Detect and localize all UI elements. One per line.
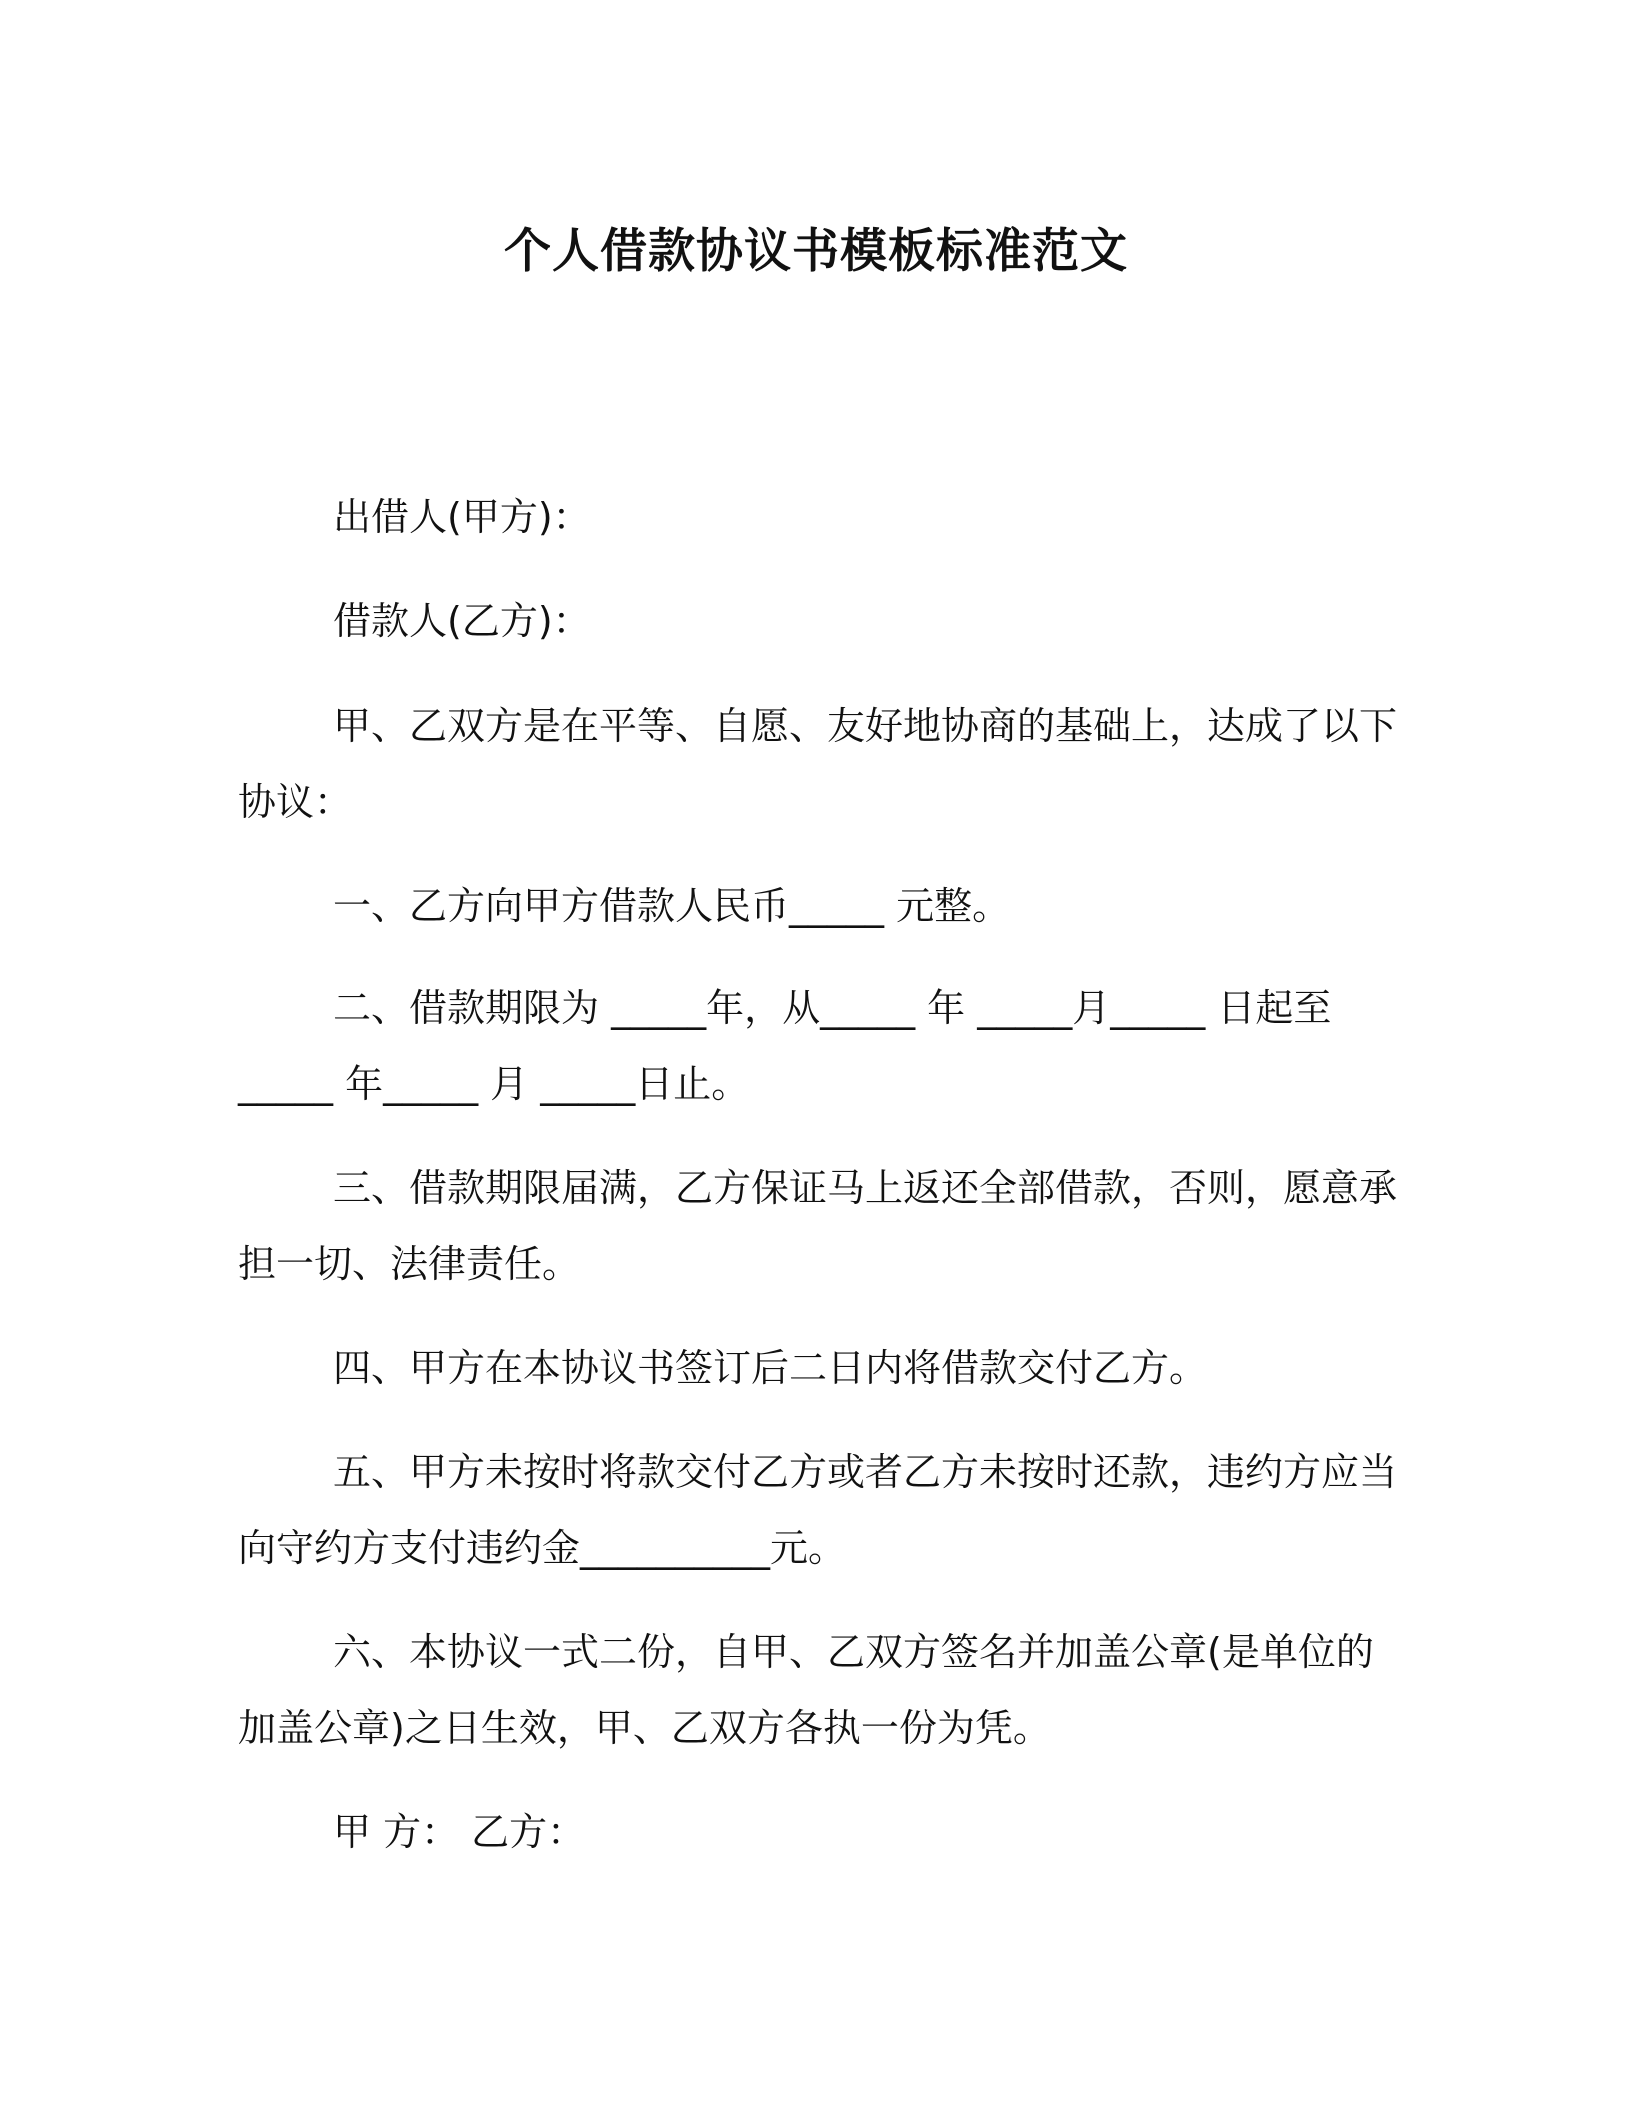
clause-2-line-2: _____ 年_____ 月 _____日止。 <box>238 1062 750 1106</box>
clause-2-line-1: 二、借款期限为 _____年，从_____ 年 _____月_____ 日起至 <box>333 986 1332 1030</box>
clause-5-line-1: 五、甲方未按时将款交付乙方或者乙方未按时还款，违约方应当 <box>333 1450 1398 1494</box>
clause-3-line-2: 担一切、法律责任。 <box>238 1242 581 1286</box>
document-title: 个人借款协议书模板标准范文 <box>504 224 1128 279</box>
clause-6-line-2: 加盖公章)之日生效，甲、乙双方各执一份为凭。 <box>238 1706 1051 1750</box>
clause-4-line-1: 四、甲方在本协议书签订后二日内将借款交付乙方。 <box>333 1346 1208 1390</box>
preamble-line-2: 协议： <box>238 780 353 824</box>
clause-5-line-2: 向守约方支付违约金__________元。 <box>238 1526 847 1570</box>
preamble-line-1: 甲、乙双方是在平等、自愿、友好地协商的基础上，达成了以下 <box>333 704 1398 748</box>
signature-line: 甲 方： 乙方： <box>333 1810 586 1854</box>
borrower-label: 借款人(乙方)： <box>333 599 591 643</box>
clause-1-line-1: 一、乙方向甲方借款人民币_____ 元整。 <box>333 884 1011 928</box>
clause-3-line-1: 三、借款期限届满，乙方保证马上返还全部借款，否则，愿意承 <box>333 1166 1398 1210</box>
lender-label: 出借人(甲方)： <box>333 495 591 539</box>
clause-6-line-1: 六、本协议一式二份，自甲、乙双方签名并加盖公章(是单位的 <box>333 1630 1374 1674</box>
